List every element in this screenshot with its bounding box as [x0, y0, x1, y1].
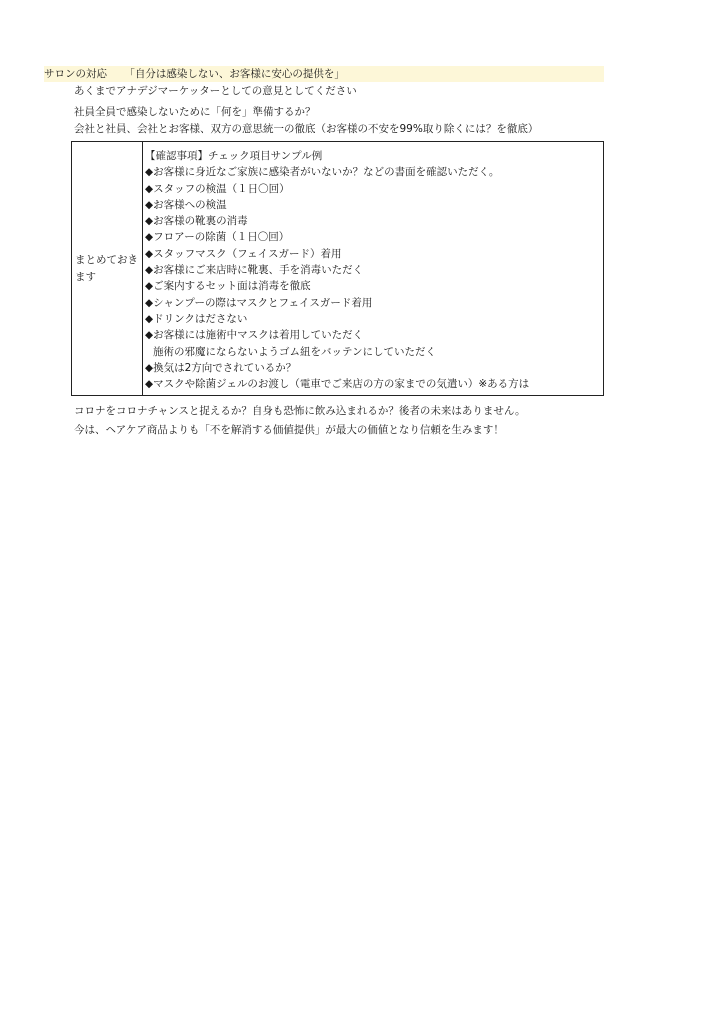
list-item: ◆ご案内するセット面は消毒を徹底 [145, 280, 311, 293]
list-item: ◆スタッフマスク（フェイスガード）着用 [145, 247, 342, 260]
closing-line-value: 今は、ヘアケア商品よりも「不を解消する価値提供」が最大の価値となり信頼を生みます！ [74, 424, 504, 436]
list-item: ◆お客様への検温 [145, 198, 227, 211]
intro-line-alignment: 会社と社員、会社とお客様、双方の意思統一の徹底（お客様の不安を99%取り除くには？を徹底） [74, 123, 539, 135]
list-item: ◆フロアーの除菌（１日〇回） [145, 231, 290, 244]
list-item: ◆お客様にご来店時に靴裏、手を消毒いただく [145, 264, 364, 277]
title-row [44, 66, 604, 82]
list-item: ◆スタッフの検温（１日〇回） [145, 182, 290, 195]
list-item: ◆お客様には施術中マスクは着用していただく [145, 329, 364, 342]
section-heading: サロンの対応 [44, 68, 107, 80]
checklist-table [71, 141, 604, 396]
table-row-label: まとめておきます [75, 254, 138, 283]
list-item: ◆お客様の靴裏の消毒 [145, 215, 248, 228]
list-item: ◆お客様に身近なご家族に感染者がいないか？などの書面を確認いただく。 [145, 166, 500, 179]
table-divider [142, 142, 143, 395]
list-item: ◆シャンプーの際はマスクとフェイスガード着用 [145, 296, 373, 309]
section-quote: 「自分は感染しない、お客様に安心の提供を」 [124, 68, 345, 80]
list-item: ◆換気は2方向でされているか？ [145, 361, 297, 374]
intro-line-preparation: 社員全員で感染しないために「何を」準備するか？ [74, 106, 316, 118]
list-item-continuation: 施術の邪魔にならないようゴム紐をバッテンにしていただく [153, 345, 436, 358]
list-item: ◆マスクや除菌ジェルのお渡し（電車でご来店の方の家までの気遣い）※ある方は [145, 378, 530, 391]
closing-line-mindset: コロナをコロナチャンスと捉えるか？自身も恐怖に飲み込まれるか？後者の未来はありません。 [74, 405, 526, 417]
checklist [145, 148, 599, 392]
intro-line-note: あくまでアナデジマーケッターとしての意見としてください [74, 85, 357, 97]
list-item: ◆ドリンクはださない [145, 312, 248, 325]
checklist-header: 【確認事項】チェック項目サンプル例 [145, 150, 323, 162]
